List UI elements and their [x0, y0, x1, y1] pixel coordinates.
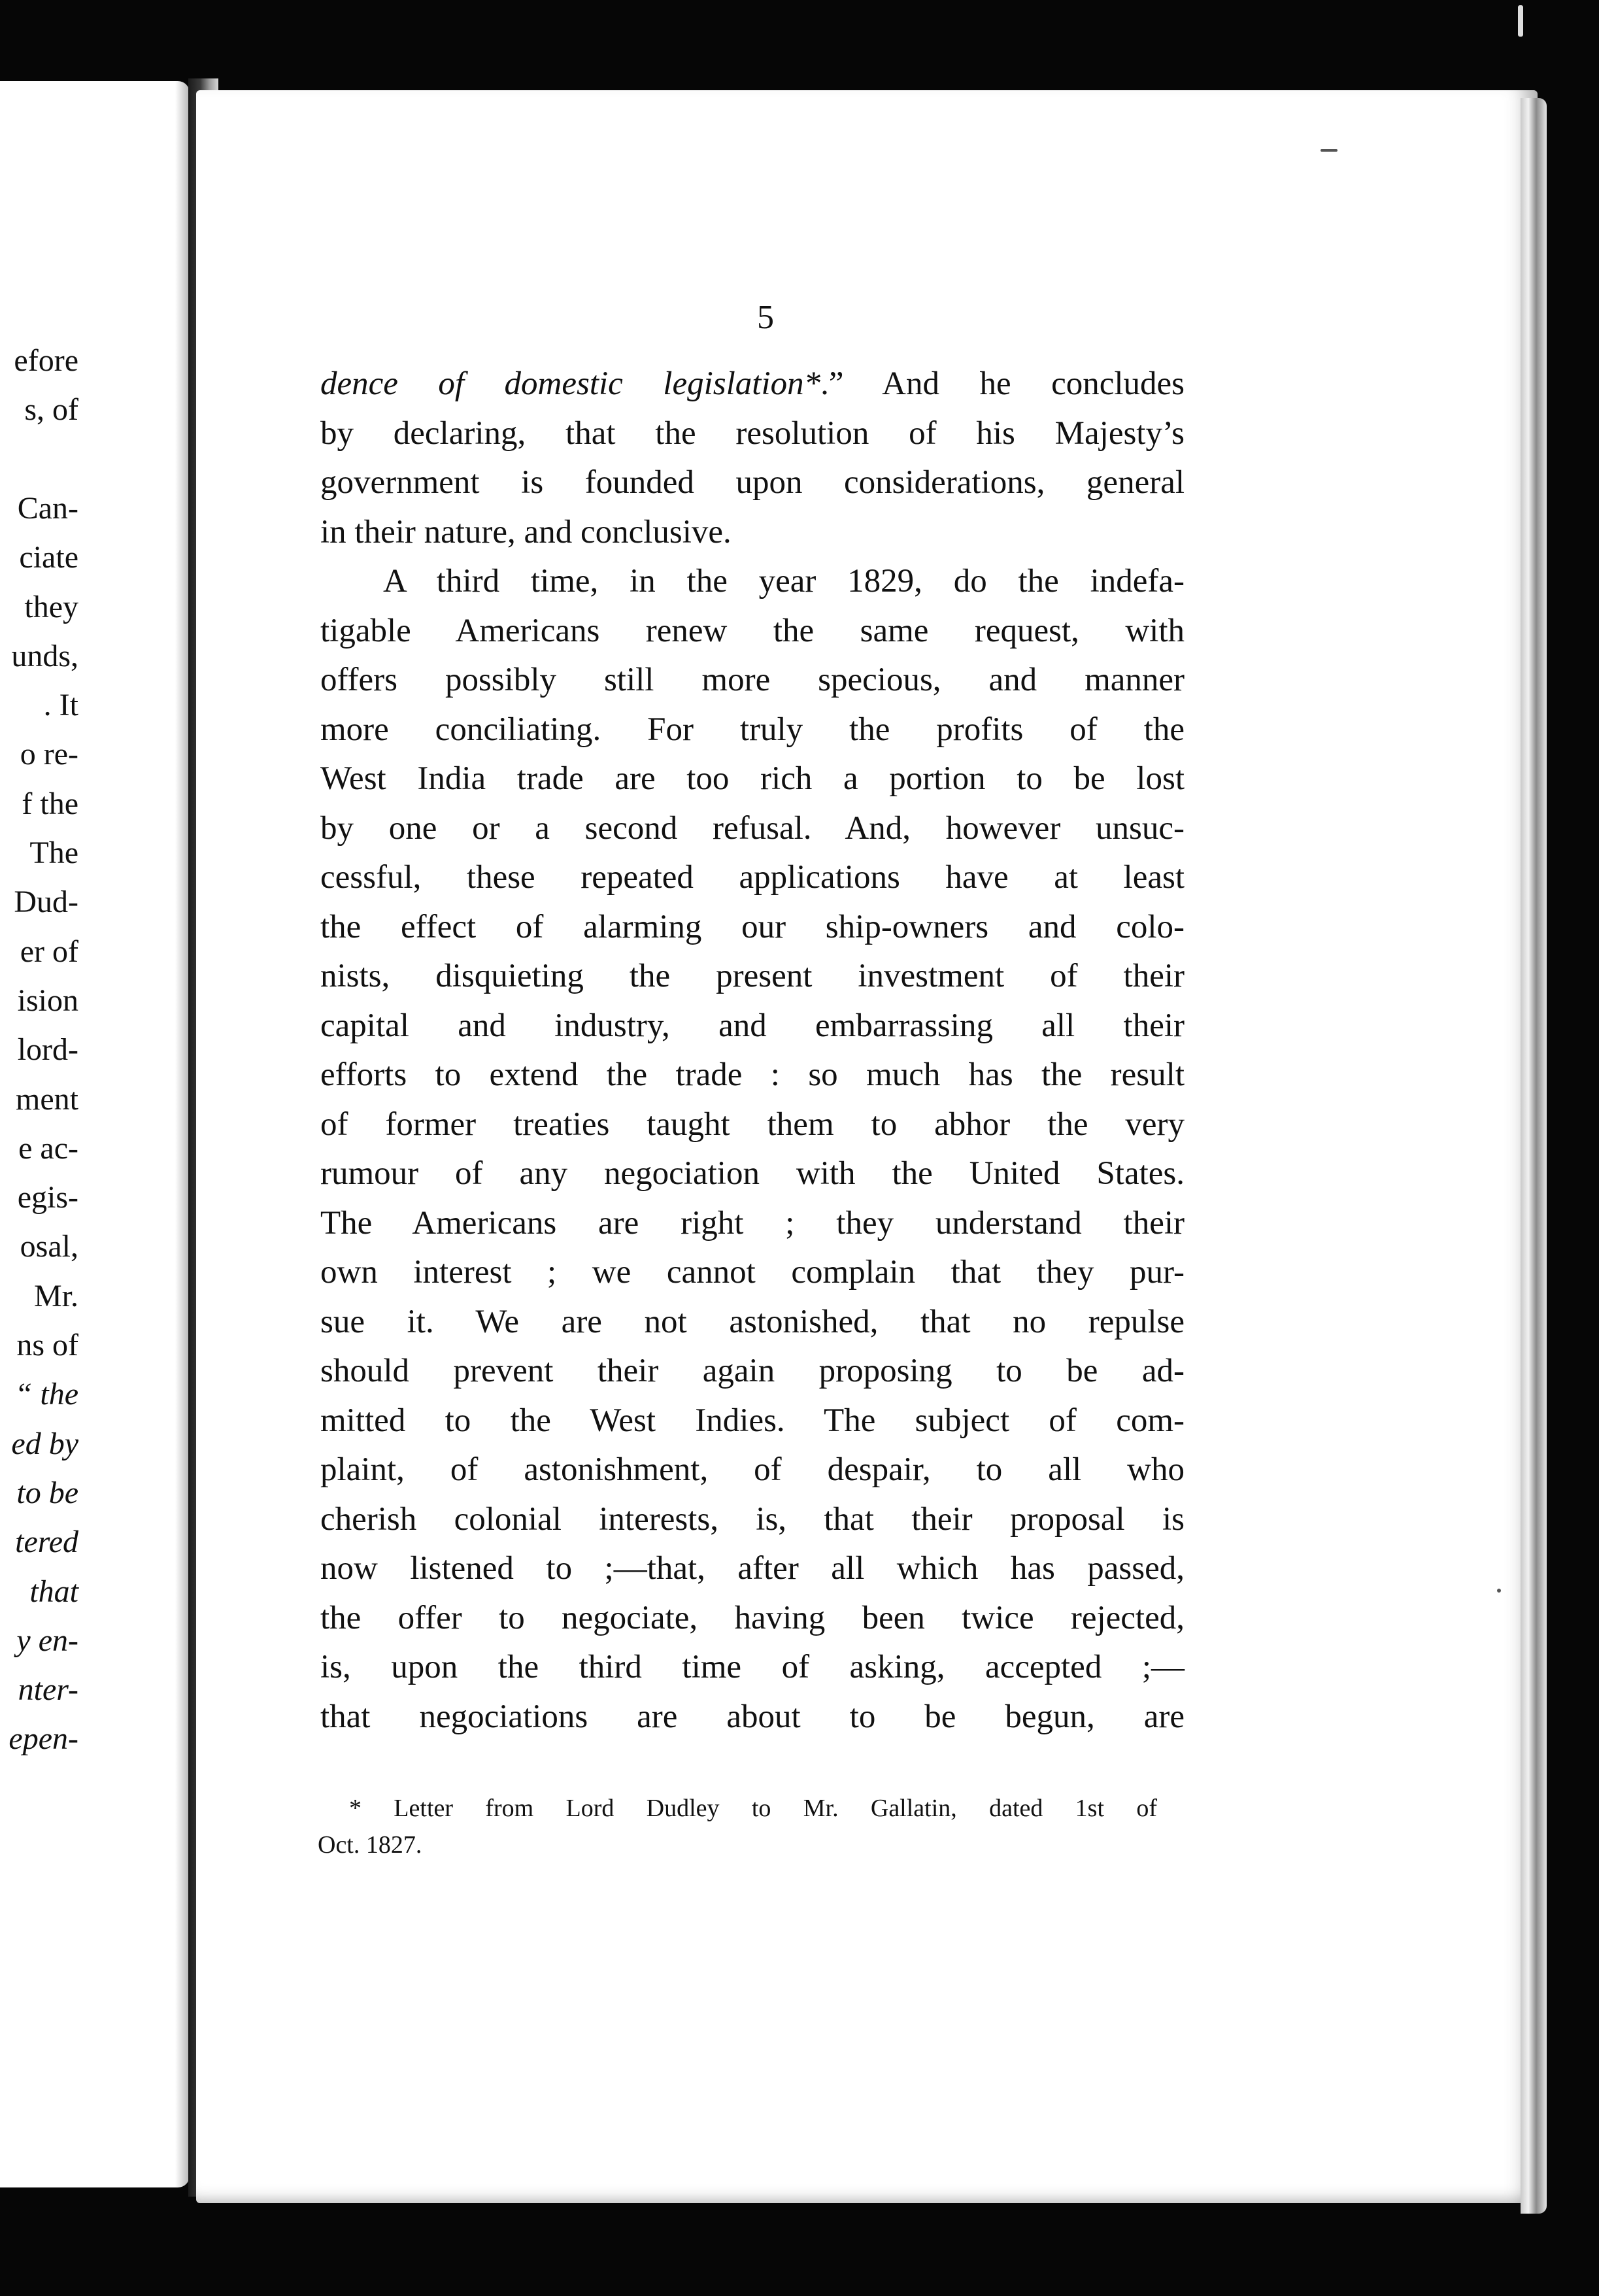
gutter-shadow — [175, 81, 190, 2187]
text-line: rumour of any negociation with the United States. — [320, 1155, 1185, 1192]
text-line: capital and industry, and embarrassing all their — [320, 1007, 1185, 1044]
text-line: own interest ; we cannot complain that they pur- — [320, 1254, 1185, 1291]
text-line: The Americans are right ; they understand their — [320, 1204, 1185, 1241]
page-edge — [1521, 98, 1547, 2214]
text-line: mitted to the West Indies. The subject of com- — [320, 1402, 1185, 1439]
text-line: now listened to ;—that, after all which has passed, — [320, 1550, 1185, 1587]
paper-mark — [1497, 1589, 1501, 1593]
text-line: offers possibly still more specious, and manner — [320, 662, 1185, 698]
text-line: of former treaties taught them to abhor the very — [320, 1106, 1185, 1143]
text-line: A third time, in the year 1829, do the indefa- — [383, 563, 1185, 599]
text-line: government is founded upon considerations, general — [320, 464, 1185, 501]
text-line: cessful, these repeated applications have at least — [320, 859, 1185, 896]
body-text — [320, 360, 1185, 1742]
text-line: cherish colonial interests, is, that their proposal is — [320, 1500, 1185, 1538]
text-line: West India trade are too rich a portion to be lost — [320, 760, 1185, 797]
text-line: the offer to negociate, having been twice rejected, — [320, 1599, 1185, 1636]
text-line: more conciliating. For truly the profits of the — [320, 711, 1185, 748]
page-number: 5 — [757, 299, 774, 336]
left-facing-page: efore s, of Can- ciate they unds, . It o re- f the The Dud- er of ision lord- ment e ac- egis- osal, Mr. ns of “ the ed by to be tered that y en- nter- epen- — [0, 81, 190, 2187]
paper-mark — [1321, 149, 1338, 152]
paper-mark — [1518, 5, 1523, 37]
text-line: the effect of alarming our ship-owners and colo- — [320, 908, 1185, 945]
text-line: efforts to extend the trade : so much has the result — [320, 1056, 1185, 1093]
footnote-line: Oct. 1827. — [318, 1831, 422, 1859]
text-line: should prevent their again proposing to be ad- — [320, 1353, 1185, 1389]
italic-phrase: dence of domestic legislation* — [320, 365, 821, 402]
text-line: nists, disquieting the present investment of their — [320, 958, 1185, 994]
text-line: that negociations are about to be begun, are — [320, 1698, 1185, 1735]
text-line: by one or a second refusal. And, however unsuc- — [320, 809, 1185, 847]
paragraph — [320, 557, 1185, 1742]
text-line: plaint, of astonishment, of despair, to all who — [320, 1451, 1185, 1488]
text-line: is, upon the third time of asking, accepted ;— — [320, 1649, 1185, 1685]
text-line: by declaring, that the resolution of his Majesty’s — [320, 414, 1185, 452]
text-line: in their nature, and conclusive. — [320, 513, 732, 550]
text-line: dence of domestic legislation*.” And he concludes — [320, 365, 1185, 402]
footnote-line: * Letter from Lord Dudley to Mr. Gallatin, dated 1st of — [349, 1795, 1157, 1822]
footnote — [318, 1790, 1157, 1863]
text-line: tigable Americans renew the same request, with — [320, 612, 1185, 649]
text-line: sue it. We are not astonished, that no repulse — [320, 1303, 1185, 1340]
